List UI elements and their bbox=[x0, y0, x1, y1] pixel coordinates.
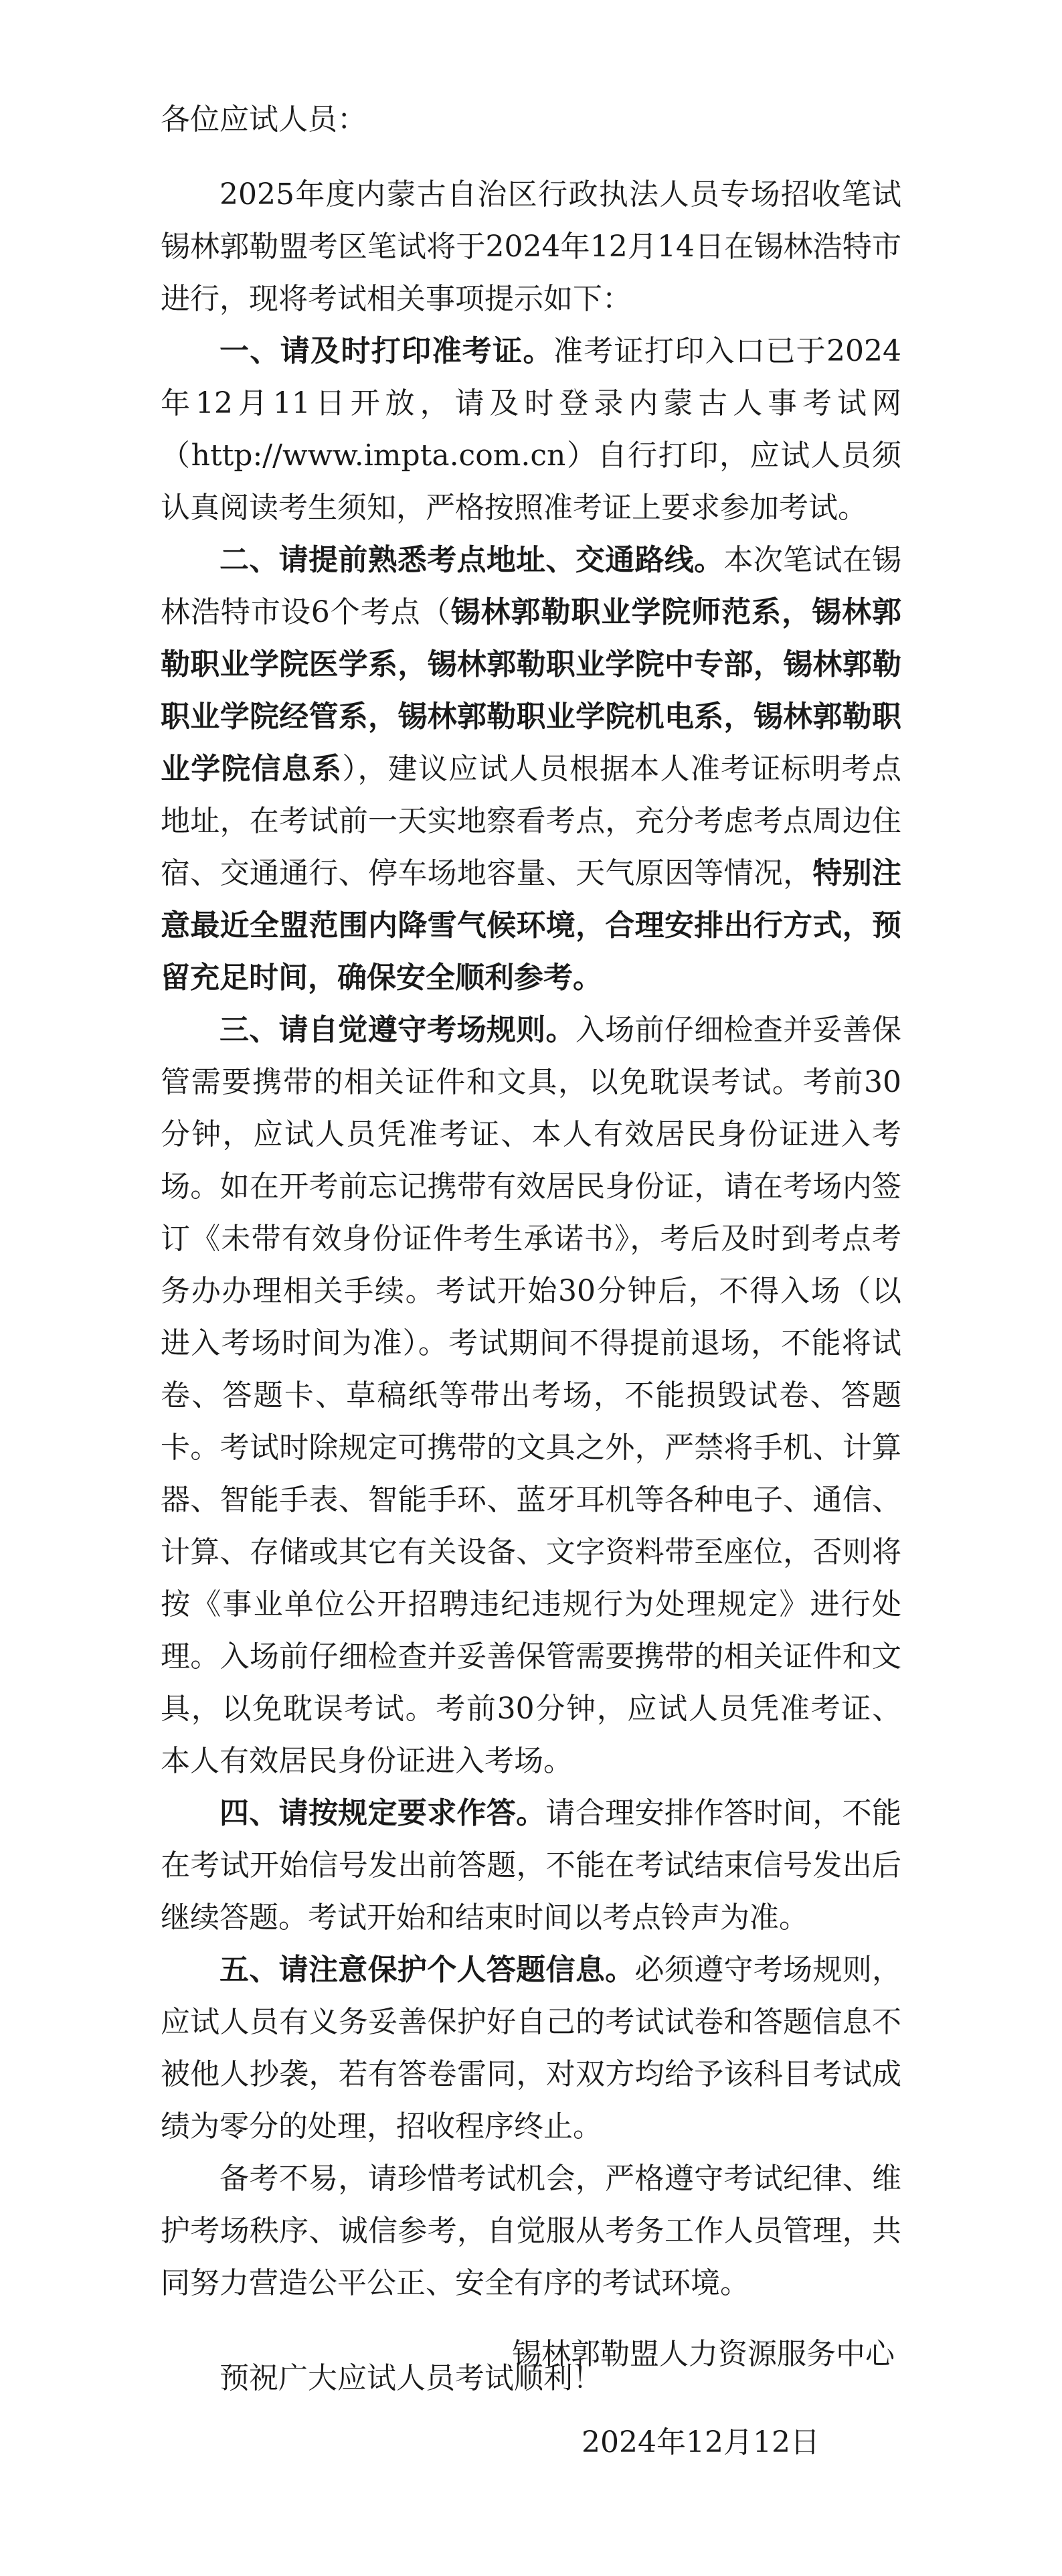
item-2-text-a: 本次笔试在锡林浩特市设6个考点（ bbox=[161, 543, 902, 629]
item-2-paragraph bbox=[161, 534, 901, 1004]
item-2-emphasis: 特别注意最近全盟范围内降雪气候环境，合理安排出行方式，预留充足时间，确保安全顺利参考。 bbox=[161, 856, 902, 995]
item-4-text: 请合理安排作答时间，不能在考试开始信号发出前答题，不能在考试结束信号发出后继续答题。考试开始和结束时间以考点铃声为准。 bbox=[161, 1796, 901, 1935]
intro-paragraph: 2025年度内蒙古自治区行政执法人员专场招收笔试锡林郭勒盟考区笔试将于2024年12月14日在锡林浩特市进行，现将考试相关事项提示如下： bbox=[161, 177, 901, 316]
item-4-heading: 四、请按规定要求作答。 bbox=[219, 1796, 546, 1830]
item-5-paragraph bbox=[161, 1944, 901, 2153]
item-2-heading: 二、请提前熟悉考点地址、交通路线。 bbox=[219, 543, 724, 577]
item-1-paragraph bbox=[161, 325, 901, 534]
closing-paragraph: 备考不易，请珍惜考试机会，严格遵守考试纪律、维护考场秩序、诚信参考，自觉服从考务工作人员管理，共同努力营造公平公正、安全有序的考试环境。 bbox=[161, 2162, 901, 2300]
item-3-paragraph bbox=[161, 1004, 901, 1787]
signature: 锡林郭勒盟人力资源服务中心 bbox=[512, 2337, 895, 2371]
item-3-heading: 三、请自觉遵守考场规则。 bbox=[219, 1013, 576, 1047]
salutation: 各位应试人员： bbox=[161, 102, 367, 137]
item-4-paragraph bbox=[161, 1787, 901, 1944]
item-3-text: 入场前仔细检查并妥善保管需要携带的相关证件和文具，以免耽误考试。考前30分钟，应试人员凭准考证、本人有效居民身份证进入考场。如在开考前忘记携带有效居民身份证，请在考场内签订《未带有效身份证件考生承诺书》，考后及时到考点考务办办理相关手续。考试开始30分钟后，不得入场（以进入考场时间为准）。考试期间不得提前退场，不能将试卷、答题卡、草稿纸等带出考场，不能损毁试卷、答题卡。考试时除规定可携带的文具之外，严禁将手机、计算器、智能手表、智能手环、蓝牙耳机等各种电子、通信、计算、存储或其它有关设备、文字资料带至座位，否则将按《事业单位公开招聘违纪违规行为处理规定》进行处理。入场前仔细检查并妥善保管需要携带的相关证件和文具，以免耽误考试。考前30分钟，应试人员凭准考证、本人有效居民身份证进入考场。 bbox=[161, 1013, 902, 1778]
item-2-text-b: ），建议应试人员根据本人准考证标明考点地址，在考试前一天实地察看考点，充分考虑考点周边住宿、交通通行、停车场地容量、天气原因等情况， bbox=[161, 752, 901, 890]
item-1-text: 准考证打印入口已于2024年12月11日开放，请及时登录内蒙古人事考试网（http://www.impta.com.cn）自行打印，应试人员须认真阅读考生须知，严格按照准考证上要求参加考试。 bbox=[161, 334, 901, 525]
issue-date: 2024年12月12日 bbox=[582, 2425, 820, 2460]
item-5-text: 必须遵守考场规则，应试人员有义务妥善保护好自己的考试试卷和答题信息不被他人抄袭，若有答卷雷同，对双方均给予该科目考试成绩为零分的处理，招收程序终止。 bbox=[161, 1953, 902, 2144]
item-5-heading: 五、请注意保护个人答题信息。 bbox=[219, 1953, 635, 1987]
item-1-heading: 一、请及时打印准考证。 bbox=[219, 334, 553, 368]
wish-line: 预祝广大应试人员考试顺利！ bbox=[219, 2361, 602, 2395]
item-2-venues: 锡林郭勒职业学院师范系，锡林郭勒职业学院医学系，锡林郭勒职业学院中专部，锡林郭勒职业学院经管系，锡林郭勒职业学院机电系，锡林郭勒职业学院信息系 bbox=[161, 595, 901, 786]
